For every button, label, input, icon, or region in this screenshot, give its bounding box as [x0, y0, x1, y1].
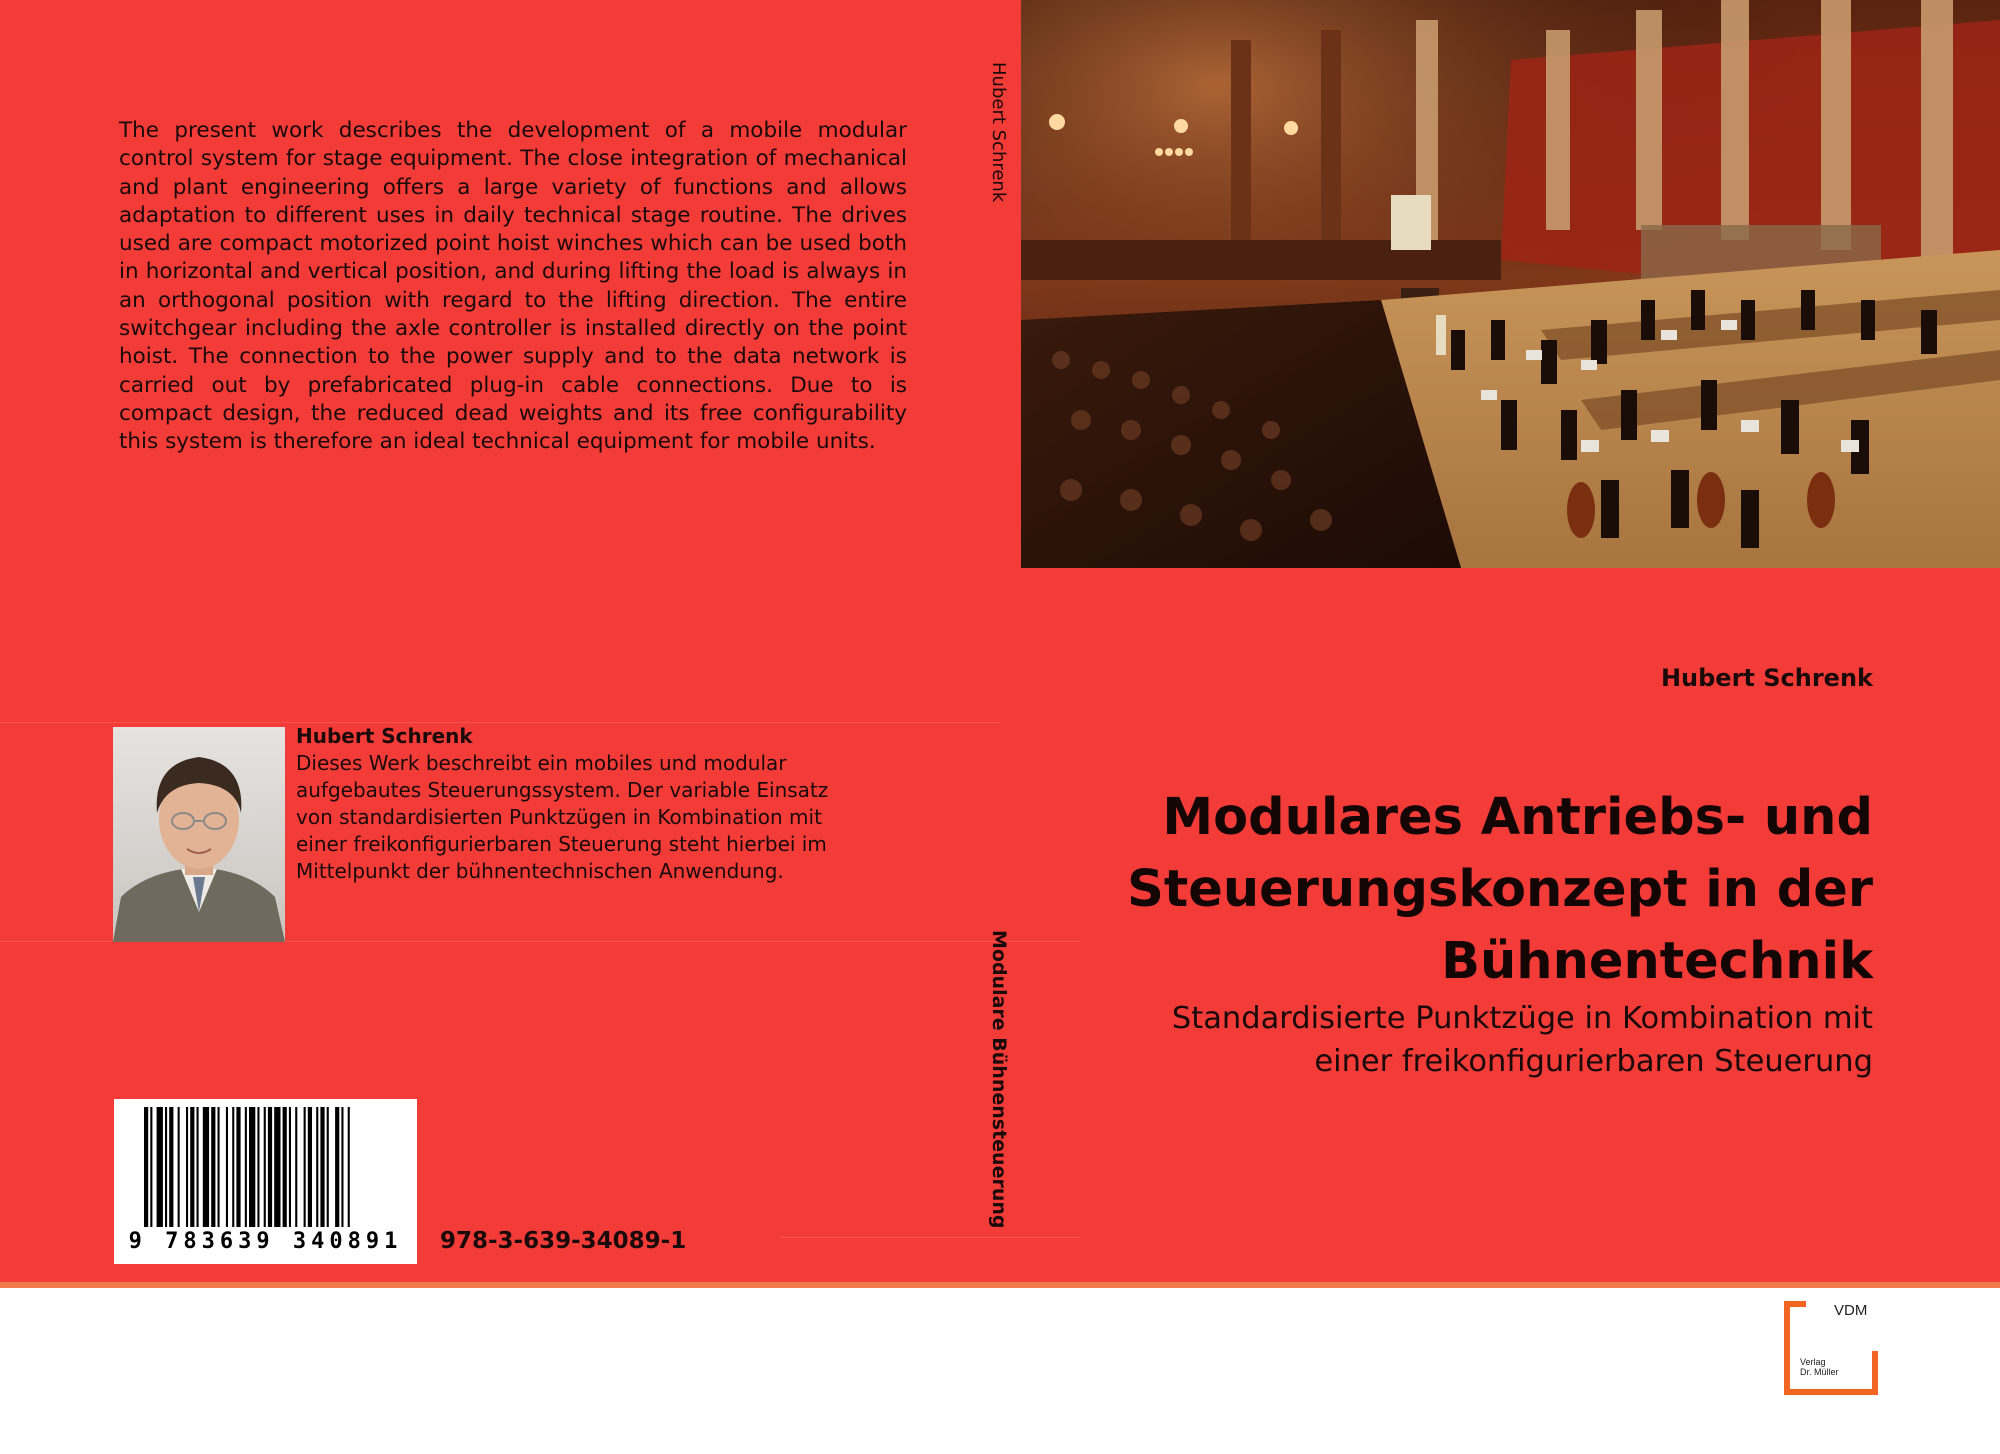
- barcode-bar: [264, 1107, 266, 1227]
- barcode-bar: [283, 1107, 287, 1227]
- guide-line: [0, 722, 1000, 723]
- barcode-bar: [348, 1107, 350, 1227]
- title-line: Bühnentechnik: [1441, 932, 1873, 991]
- publisher-logo-subtext: [1800, 1357, 1839, 1377]
- barcode-bar: [226, 1107, 228, 1227]
- title-line: Modulares Antriebs- und: [1162, 788, 1873, 847]
- barcode-bar: [320, 1107, 324, 1227]
- publisher-logo-line: Verlag: [1800, 1357, 1826, 1367]
- book-title: [973, 782, 1873, 998]
- spine-title: Modulare Bühnensteuerung: [988, 930, 1010, 1229]
- barcode-bar: [190, 1107, 194, 1227]
- bio-line: einer freikonfigurierbaren Steuerung steht hierbei im: [296, 832, 827, 856]
- barcode: [114, 1099, 417, 1264]
- guide-line: [780, 1237, 1080, 1238]
- author-photo: [113, 727, 285, 942]
- barcode-bar: [335, 1107, 339, 1227]
- barcode-digits: 9 783639 340891: [128, 1229, 403, 1254]
- publisher-logo-text: VDM: [1834, 1302, 1868, 1319]
- barcode-bar: [295, 1107, 297, 1227]
- barcode-bar: [232, 1107, 234, 1227]
- barcode-bar: [169, 1107, 173, 1227]
- barcode-bar: [150, 1107, 152, 1227]
- barcode-bar: [289, 1107, 291, 1227]
- bio-line: aufgebautes Steuerungssystem. Der variable Einsatz: [296, 778, 829, 802]
- isbn-number: 978-3-639-34089-1: [440, 1228, 687, 1254]
- author-portrait-image: [113, 727, 285, 942]
- barcode-bar: [316, 1107, 318, 1227]
- title-line: Steuerungskonzept in der: [1127, 860, 1873, 919]
- barcode-bar: [197, 1107, 199, 1227]
- cover-photo-concert-hall: [1021, 0, 2000, 568]
- spine-author: Hubert Schrenk: [988, 62, 1009, 203]
- barcode-bar: [268, 1107, 272, 1227]
- barcode-bar: [211, 1107, 215, 1227]
- barcode-bar: [341, 1107, 343, 1227]
- barcode-bar: [257, 1107, 259, 1227]
- barcode-bar: [218, 1107, 220, 1227]
- barcode-bar: [178, 1107, 180, 1227]
- barcode-bar: [157, 1107, 163, 1227]
- barcode-bar: [203, 1107, 209, 1227]
- barcode-bar: [165, 1107, 167, 1227]
- bio-author-name: Hubert Schrenk: [296, 724, 473, 748]
- barcode-bar: [327, 1107, 329, 1227]
- barcode-bar: [308, 1107, 312, 1227]
- bio-text: [296, 750, 856, 885]
- publisher-logo-line: Dr. Müller: [1800, 1367, 1839, 1377]
- book-subtitle: [973, 997, 1873, 1083]
- barcode-bar: [245, 1107, 247, 1227]
- bio-line: von standardisierten Punktzügen in Kombination mit: [296, 805, 822, 829]
- barcode-bar: [274, 1107, 280, 1227]
- subtitle-line: Standardisierte Punktzüge in Kombination mit: [1171, 1001, 1873, 1036]
- front-author: Hubert Schrenk: [1660, 664, 1873, 692]
- barcode-bar: [186, 1107, 188, 1227]
- bio-line: Dieses Werk beschreibt ein mobiles und modular: [296, 751, 787, 775]
- barcode-bar: [304, 1107, 306, 1227]
- barcode-bar: [236, 1107, 240, 1227]
- back-cover-blurb: The present work describes the development of a mobile modular control system for stage equipment. The close integration of mechanical and plant engineering offers a large variety of functions and allows adaptation to different uses in daily technical stage routine. The drives used are compact motorized point hoist winches which can be used both in horizontal and vertical position, and during lifting the load is always in an orthogonal position with regard to the lifting direction. The entire switchgear including the axle controller is installed directly on the point hoist. The connection to the power supply and to the data network is carried out by prefabricated plug-in cable connections. Due to is compact design, the reduced dead weights and its free configurability this system is therefore an ideal technical equipment for mobile units.: [119, 118, 907, 455]
- subtitle-line: einer freikonfigurierbaren Steuerung: [1314, 1044, 1873, 1079]
- white-footer: [0, 1288, 2000, 1454]
- bio-line: Mittelpunkt der bühnentechnischen Anwendung.: [296, 859, 784, 883]
- barcode-bar: [249, 1107, 255, 1227]
- concert-hall-image: [1021, 0, 2000, 568]
- barcode-bar: [144, 1107, 148, 1227]
